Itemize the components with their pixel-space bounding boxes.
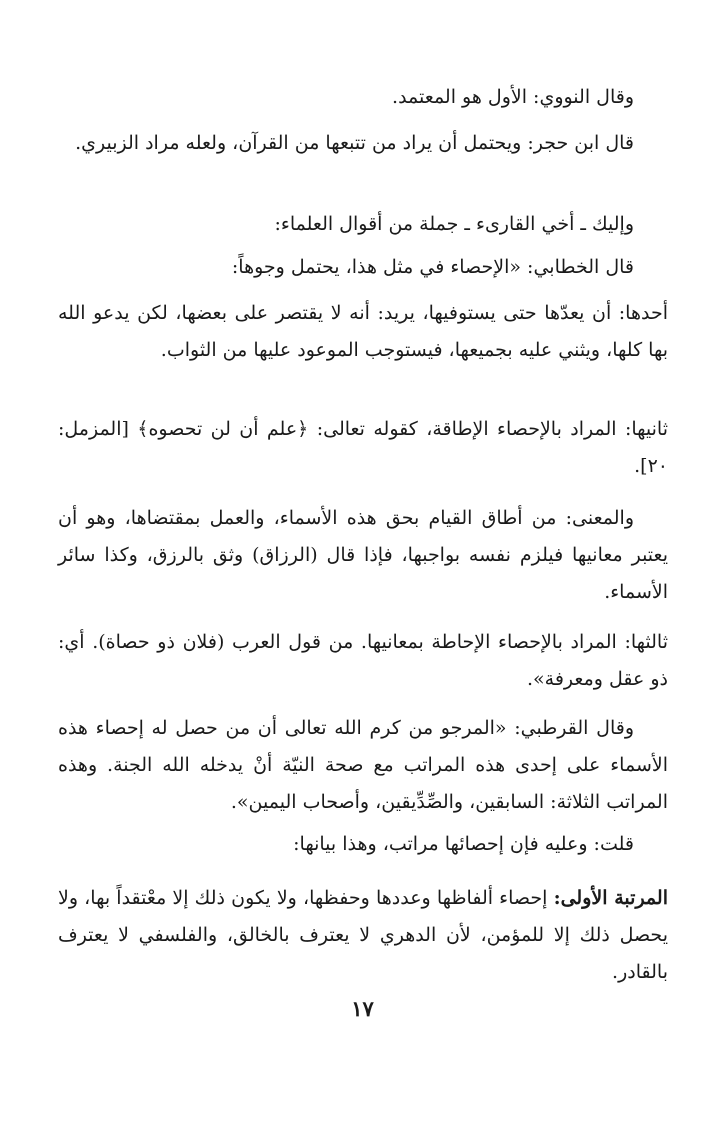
paragraph-first-meaning: أحدها: أن يعدّها حتى يستوفيها، يريد: أنه لا يقتصر على بعضها، لكن يدعو الله بها كلها، ويثني عليه بجميعها، فيستوجب الموعود عليها من الثواب. bbox=[58, 302, 668, 361]
paragraph-second-meaning: ثانيها: المراد بالإحصاء الإطاقة، كقوله تعالى: ﴿علم أن لن تحصوه﴾ [المزمل: ٢٠]. bbox=[58, 418, 668, 477]
paragraph-first-level bbox=[58, 880, 668, 991]
paragraph-third-meaning: ثالثها: المراد بالإحصاء الإحاطة بمعانيها. من قول العرب (فلان ذو حصاة). أي: ذو عقل ومعرفة». bbox=[58, 631, 668, 690]
paragraph-meaning-explanation: والمعنى: من أطاق القيام بحق هذه الأسماء، والعمل بمقتضاها، وهو أن يعتبر معانيها فيلزم نفسه بواجبها، فإذا قال (الرزاق) وثق بالرزق، وكذا سائر الأسماء. bbox=[58, 507, 668, 603]
paragraph-levels-intro: قلت: وعليه فإن إحصائها مراتب، وهذا بيانها: bbox=[293, 833, 634, 855]
first-level-heading: المرتبة الأولى: bbox=[553, 887, 668, 909]
first-level-text: إحصاء ألفاظها وعددها وحفظها، ولا يكون ذلك إلا معْتقداً بها، ولا يحصل ذلك إلا للمؤمن، لأن الدهري لا يعترف بالخالق، والفلسفي لا يعترف بالقادر. bbox=[58, 887, 668, 983]
paragraph-qurtubi: وقال القرطبي: «المرجو من كرم الله تعالى أن من حصل له إحصاء هذه الأسماء على إحدى هذه المراتب مع صحة النيّة أنْ يدخله الله الجنة. وهذه المراتب الثلاثة: السابقين، والصِّدِّيقين، وأصحاب اليمين». bbox=[58, 717, 668, 813]
paragraph-intro-scholars: وإليك ـ أخي القارىء ـ جملة من أقوال العلماء: bbox=[274, 213, 634, 235]
paragraph-ibn-hajar: قال ابن حجر: ويحتمل أن يراد من تتبعها من القرآن، ولعله مراد الزبيري. bbox=[75, 132, 634, 154]
page-number: ١٧ bbox=[351, 996, 374, 1021]
paragraph-nawawi: وقال النووي: الأول هو المعتمد. bbox=[392, 86, 634, 108]
paragraph-khattabi: قال الخطابي: «الإحصاء في مثل هذا، يحتمل وجوهاً: bbox=[231, 256, 634, 278]
